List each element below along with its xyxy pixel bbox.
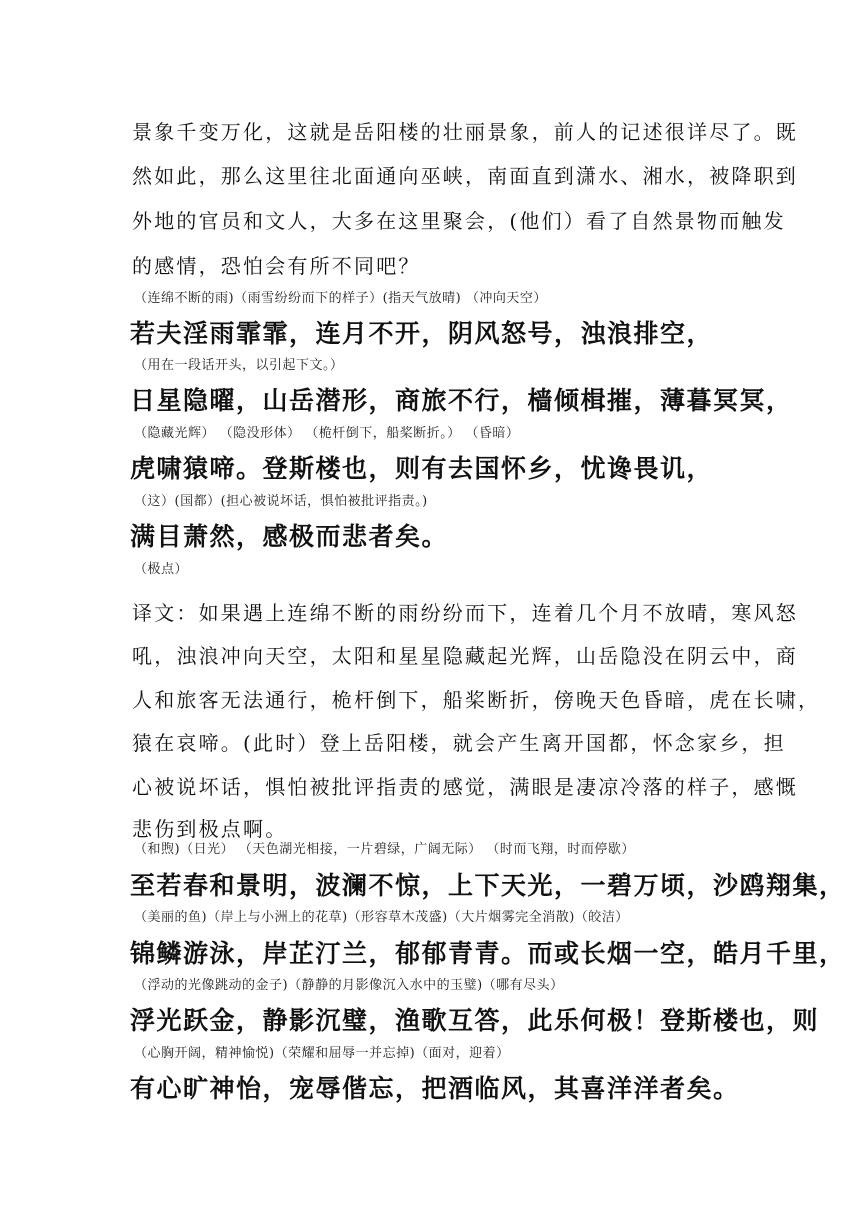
annotation-line: （浮动的光像跳动的金子)（静静的月影像沉入水中的玉璧)（哪有尽头） [134, 978, 564, 993]
annotation-line: （连绵不断的雨)（雨雪纷纷而下的样子）(指天气放晴) （冲向天空） [134, 291, 547, 306]
intro-line-2: 然如此，那么这里往北面通向巫峡，南面直到潇水、湘水，被降职到 [132, 164, 798, 188]
classical-text-line: 满目萧然，感极而悲者矣。 [130, 522, 449, 551]
classical-text-line: 至若春和景明，波澜不惊，上下天光，一碧万顷，沙鸥翔集， [130, 871, 846, 900]
translation-line-2: 吼，浊浪冲向天空，太阳和星星隐藏起光辉，山岳隐没在阴云中，商 [132, 644, 798, 668]
annotation-line: （心胸开阔，精神愉悦)（荣耀和屈辱一并忘掉)（面对，迎着） [134, 1046, 510, 1061]
classical-text-line: 锦鳞游泳，岸芷汀兰，郁郁青青。而或长烟一空，皓月千里， [130, 939, 846, 968]
classical-text-line: 日星隐曜，山岳潜形，商旅不行，樯倾楫摧，薄暮冥冥， [130, 386, 793, 415]
annotation-line: （用在一段话开头，以引起下文。） [134, 358, 344, 373]
annotation-line: （隐藏光辉） （隐没形体） （桅杆倒下，船桨断折。） （昏暗） [134, 426, 520, 441]
translation-line-1: 译文：如果遇上连绵不断的雨纷纷而下，连着几个月不放晴，寒风怒 [132, 601, 798, 625]
classical-text-line: 若夫淫雨霏霏，连月不开，阴风怒号，浊浪排空， [130, 319, 714, 348]
classical-text-line: 浮光跃金，静影沉璧，渔歌互答，此乐何极！登斯楼也，则 [130, 1006, 820, 1035]
classical-text-line: 虎啸猿啼。登斯楼也，则有去国怀乡，忧谗畏讥， [130, 454, 714, 483]
annotation-line: （和煦)（日光） （天色湖光相接，一片碧绿，广阔无际） （时而飞翔，时而停歇） [134, 842, 635, 857]
intro-line-3: 外地的官员和文人，大多在这里聚会，(他们）看了自然景物而触发 [132, 209, 786, 233]
intro-line-1: 景象千变万化，这就是岳阳楼的壮丽景象，前人的记述很详尽了。既 [132, 120, 798, 144]
classical-text-line: 有心旷神怡，宠辱偕忘，把酒临风，其喜洋洋者矣。 [130, 1074, 740, 1103]
annotation-line: （美丽的鱼)（岸上与小洲上的花草)（形容草木茂盛)（大片烟雾完全消散)（皎洁） [134, 910, 629, 925]
annotation-line: （这）(国都）(担心被说坏话，惧怕被批评指责。) [134, 494, 428, 509]
intro-line-4: 的感情，恐怕会有所不同吧？ [132, 254, 421, 278]
translation-line-5: 心被说坏话，惧怕被批评指责的感觉，满眼是凄凉冷落的样子，感慨 [132, 775, 798, 799]
translation-line-3: 人和旅客无法通行，桅杆倒下，船桨断折，傍晚天色昏暗，虎在长啸， [132, 688, 821, 712]
annotation-line: （极点） [134, 562, 189, 577]
translation-line-4: 猿在哀啼。(此时）登上岳阳楼，就会产生离开国都，怀念家乡，担 [132, 731, 786, 755]
translation-line-6: 悲伤到极点啊。 [132, 817, 288, 841]
